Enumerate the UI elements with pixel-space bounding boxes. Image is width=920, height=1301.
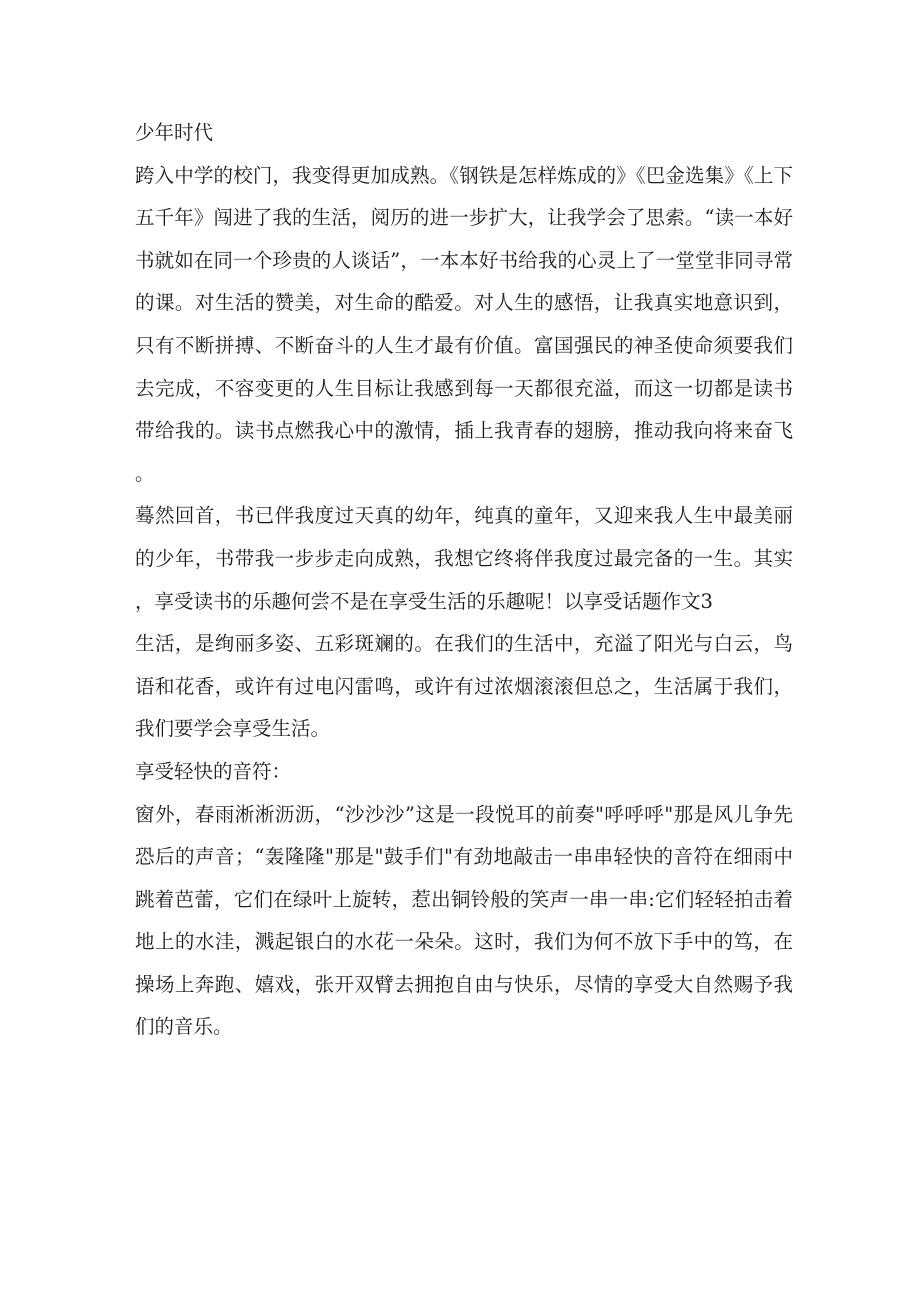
paragraph-reading-middle-school: 跨入中学的校门，我变得更加成熟。《钢铁是怎样炼成的》《巴金选集》《上下五千年》闯进了我的生活，阅历的进一步扩大，让我学会了思索。“读一本好书就如在同一个珍贵的人谈话”，一本本好书给我的心灵上了一堂堂非同寻常的课。对生活的赞美，对生命的酷爱。对人生的感悟，让我真实地意识到，只有不断拼搏、不断奋斗的人生才最有价值。富国强民的神圣使命须要我们去完成，不容变更的人生目标让我感到每一天都很充溢，而这一切都是读书带给我的。读书点燃我心中的激情，插上我青春的翅膀，推动我向将来奋飞。: [135, 163, 793, 485]
section-heading: 少年时代: [135, 121, 214, 144]
paragraph-looking-back: 蓦然回首，书已伴我度过天真的幼年，纯真的童年，又迎来我人生中最美丽的少年，书带我一步步走向成熟，我想它终将伴我度过最完备的一生。其实，享受读书的乐趣何尝不是在享受生活的乐趣呢！以享受话题作文3: [135, 504, 793, 613]
document-body: [135, 112, 793, 1049]
subheading-light-notes: 享受轻快的音符：: [135, 759, 292, 783]
paragraph-spring-rain: 窗外，春雨淅淅沥沥，“沙沙沙”这是一段悦耳的前奏"呼呼呼"那是风儿争先恐后的声音；“轰隆隆"那是"鼓手们"有劲地敲击一串串轻快的音符在细雨中跳着芭蕾，它们在绿叶上旋转，惹出铜铃般的笑声一串一串:它们轻轻拍击着地上的水洼，溅起银白的水花一朵朵。这时，我们为何不放下手中的笃，在操场上奔跑、嬉戏，张开双臂去拥抱自由与快乐，尽情的享受大自然赐予我们的音乐。: [135, 802, 793, 1039]
paragraph-enjoy-life: 生活，是绚丽多姿、五彩斑斓的。在我们的生活中，充溢了阳光与白云，鸟语和花香，或许有过电闪雷鸣，或许有过浓烟滚滚但总之，生活属于我们，我们要学会享受生活。: [135, 632, 793, 741]
